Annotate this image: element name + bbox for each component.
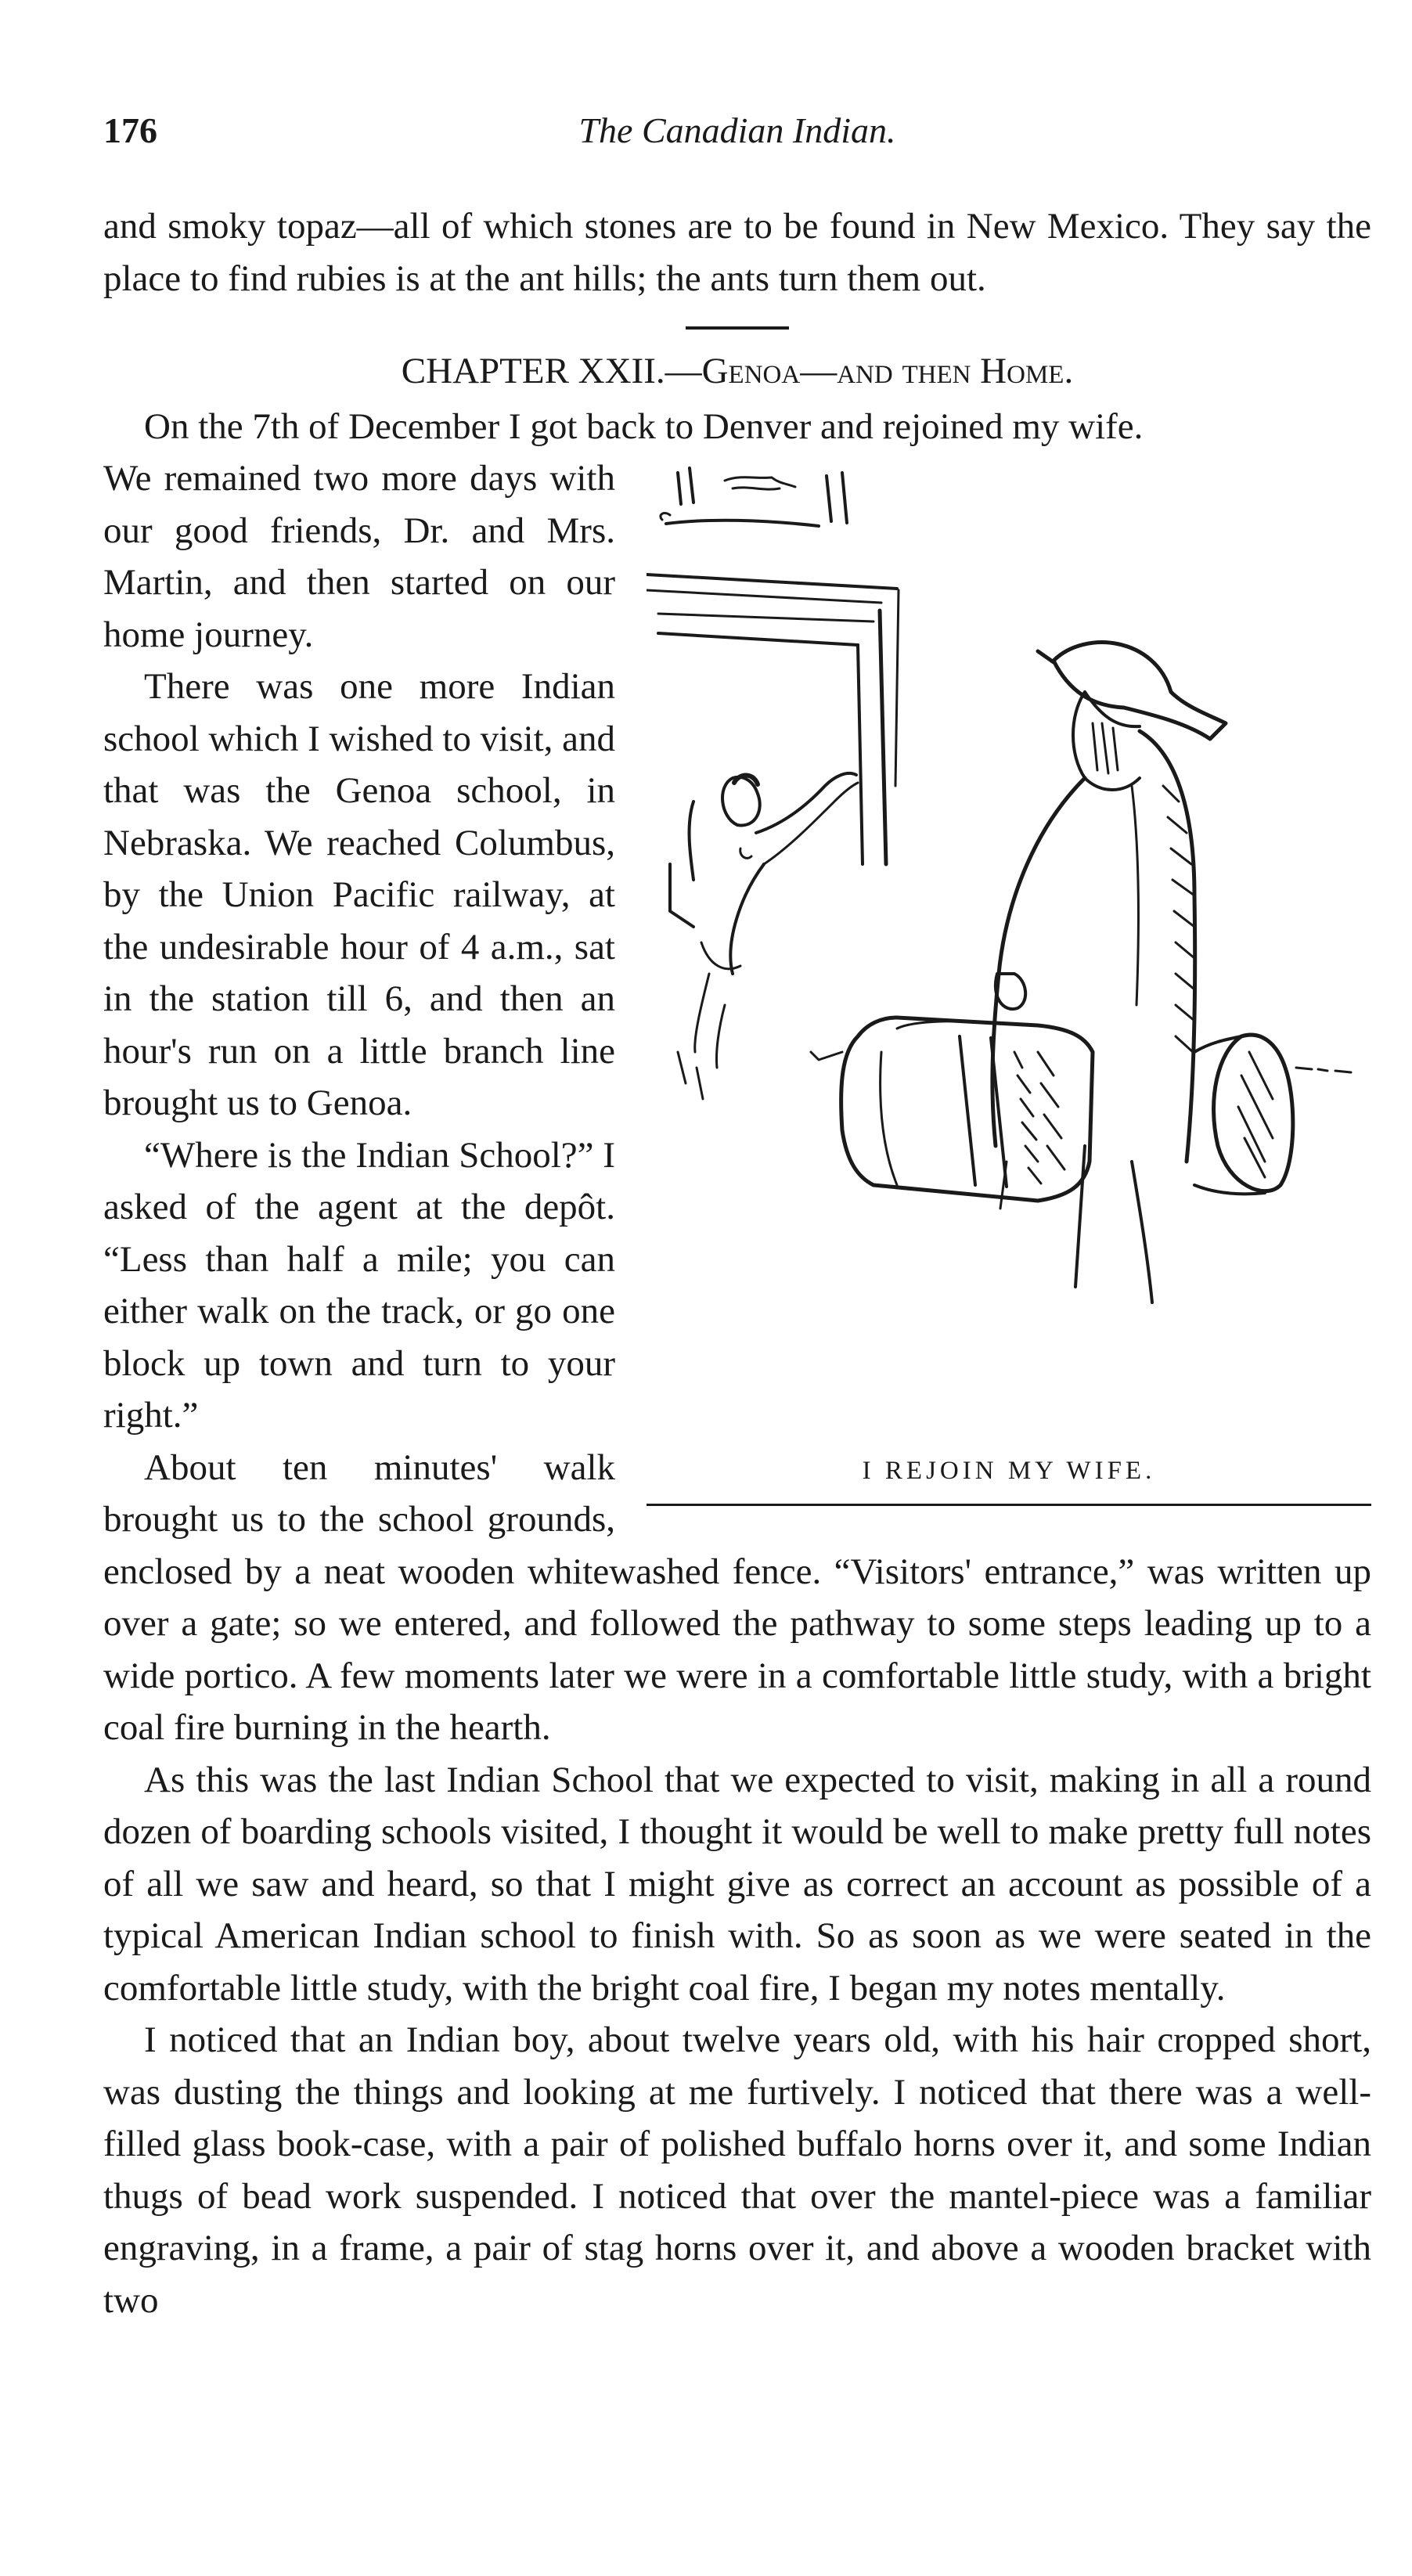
figure-wrap-block <box>103 452 1371 1485</box>
running-title: The Canadian Indian. <box>578 110 896 150</box>
paragraph-genoa-school: There was one more Indian school which I wished to visit, and that was the Genoa school, in Nebraska. We reached Columbus, by the Union Pacific railway, at the undesirable hour of 4 a.m., sat in the station till 6, and then an hour's run on a little branch line brought us to Genoa. <box>103 666 616 1123</box>
chapter-number: CHAPTER XXII. <box>401 351 665 391</box>
paragraph-continuation: We remained two more days with our good friends, Dr. and Mrs. Martin, and then started on our home journey. <box>103 458 615 655</box>
section-rule <box>686 326 789 330</box>
man-with-luggage-illustration <box>647 457 1371 1443</box>
paragraph-where-is-school: “Where is the Indian School?” I asked of the agent at the depôt. “Less than half a mile; you can either walk on the track, or go one block up town and turn to your right.” <box>103 1134 615 1436</box>
paragraph-noticed: I noticed that an Indian boy, about twelve years old, with his hair cropped short, was dusting the things and looking at me furtively. I noticed that there was a well-filled glass book-case, with a pair of polished buffalo horns over it, and some Indian thugs of bead work suspended. I noticed that over the mantel-piece was a familiar engraving, in a frame, a pair of stag horns over it, and above a wooden bracket with two <box>103 2019 1371 2321</box>
page-header <box>103 110 1371 164</box>
paragraph-first-line: On the 7th of December I got back to Denver and rejoined my wife. <box>144 405 1144 447</box>
opening-paragraph: and smoky topaz—all of which stones are to be found in New Mexico. They say the place to find rubies is at the ant hills; the ants turn them out. <box>103 206 1371 299</box>
book-page <box>103 110 1371 2326</box>
paragraph-school-grounds: About ten minutes' walk brought us to the school grounds, enclosed by a neat wooden whitewashed fence. “Visitors' entrance,” was written up over a gate; so we entered, and followed the pathway to some steps leading up to a wide portico. A few moments later we were in a comfortable little study, with a bright coal fire burning in the hearth. <box>103 1447 1371 1748</box>
figure-caption: I REJOIN MY WIFE. <box>647 1445 1371 1506</box>
chapter-heading <box>103 345 1371 398</box>
body-text <box>103 200 1371 2326</box>
chapter-title: —Genoa—and then Home. <box>665 351 1074 391</box>
page-number: 176 <box>103 110 157 150</box>
illustration-figure <box>647 457 1371 1506</box>
paragraph-last-school: As this was the last Indian School that we expected to visit, making in all a round dozen of boarding schools visited, I thought it would be well to make pretty full notes of all we saw and heard, so that I might give as correct an account as possible of a typical American Indian school to finish with. So as soon as we were seated in the comfortable little study, with the bright coal fire, I began my notes mentally. <box>103 1759 1371 2009</box>
